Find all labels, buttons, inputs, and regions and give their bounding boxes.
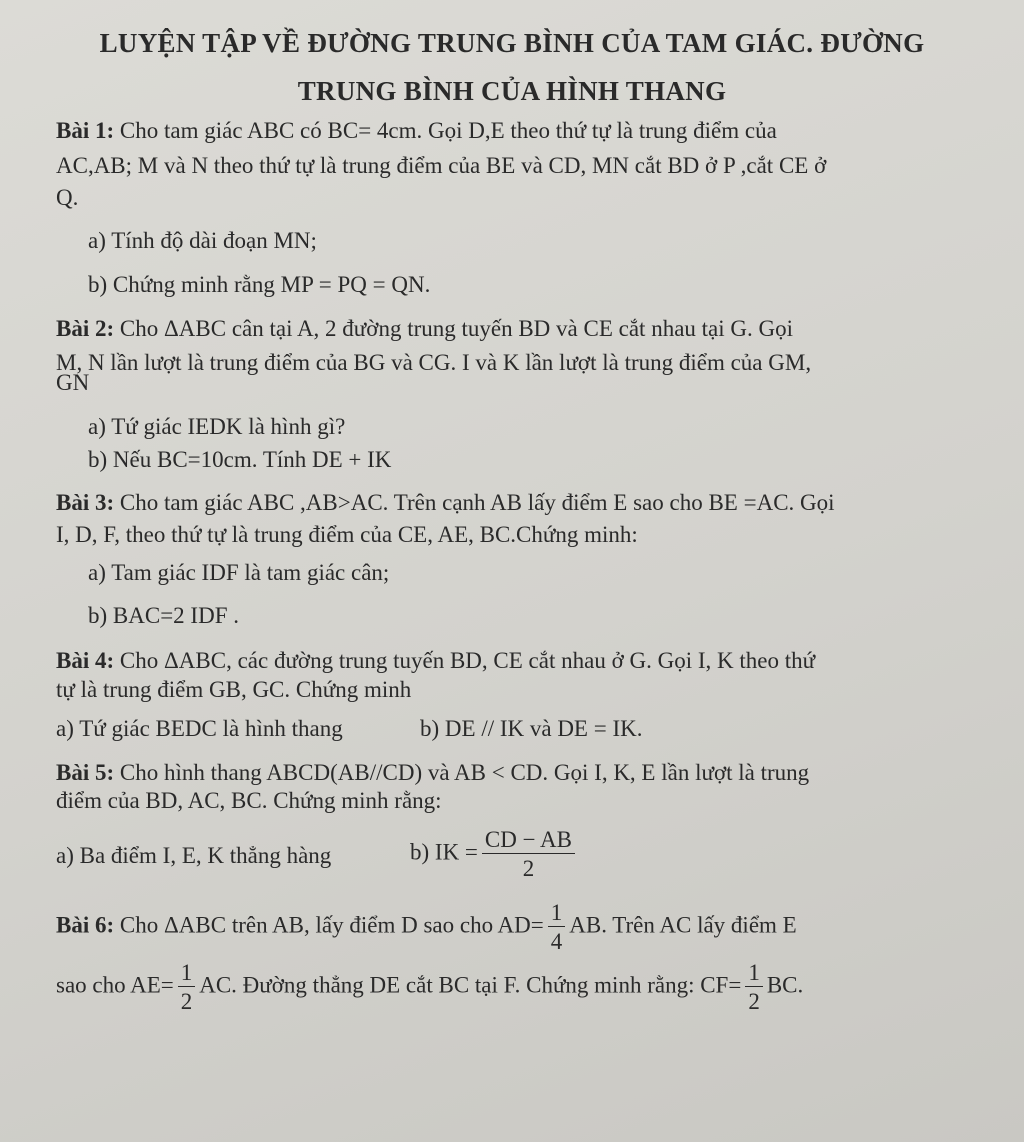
bai5-part-b-prefix: b) IK = <box>410 839 478 865</box>
bai3-text-1: Cho tam giác ABC ,AB>AC. Trên cạnh AB lấy điểm E sao cho BE =AC. Gọi <box>114 490 835 515</box>
bai2-line-1 <box>56 316 793 342</box>
bai1-label: Bài 1: <box>56 118 115 143</box>
fraction-denominator: 2 <box>522 856 535 882</box>
bai2-line-2: M, N lần lượt là trung điểm của BG và CG. I và K lần lượt là trung điểm của GM, <box>56 350 812 375</box>
bai6-text-1b: AB. Trên AC lấy điểm E <box>569 912 797 938</box>
fraction-numerator: 1 <box>745 960 763 987</box>
bai5-line-2: điểm của BD, AC, BC. Chứng minh rằng: <box>56 788 442 813</box>
bai6-fraction-2 <box>178 960 196 1015</box>
bai6-text-1a: Cho ΔABC trên AB, lấy điểm D sao cho AD= <box>114 912 544 938</box>
bai3-part-b: b) BAC=2 IDF . <box>88 603 239 628</box>
bai3-line-1 <box>56 490 835 516</box>
bai6-text-2b: AC. Đường thẳng DE cắt BC tại F. Chứng minh rằng: CF= <box>199 972 742 998</box>
bai1-part-a: a) Tính độ dài đoạn MN; <box>88 228 317 253</box>
bai5-text-1: Cho hình thang ABCD(AB//CD) và AB < CD. Gọi I, K, E lần lượt là trung <box>114 760 810 785</box>
bai5-part-b <box>410 827 579 882</box>
bai4-text-1: Cho ΔABC, các đường trung tuyến BD, CE cắt nhau ở G. Gọi I, K theo thứ <box>114 648 816 673</box>
bai4-part-a: a) Tứ giác BEDC là hình thang <box>56 716 343 741</box>
bai1-line-1 <box>56 118 777 144</box>
bai6-line-2 <box>56 960 803 1015</box>
fraction-denominator: 2 <box>748 989 760 1015</box>
bai6-fraction-1 <box>548 900 566 955</box>
bai5-fraction <box>482 827 575 882</box>
bai2-line-3: GN <box>56 370 90 395</box>
fraction-numerator: 1 <box>548 900 566 927</box>
bai1-text-1: Cho tam giác ABC có BC= 4cm. Gọi D,E theo thứ tự là trung điểm của <box>114 118 777 143</box>
fraction-numerator: CD − AB <box>482 827 575 854</box>
page-title-line-2: TRUNG BÌNH CỦA HÌNH THANG <box>297 76 727 106</box>
bai4-label: Bài 4: <box>56 648 115 673</box>
bai6-fraction-3 <box>745 960 763 1015</box>
bai6-line-1 <box>56 900 797 955</box>
bai6-text-2c: BC. <box>766 972 804 998</box>
bai5-line-1 <box>56 760 809 786</box>
bai2-label: Bài 2: <box>56 316 115 341</box>
bai5-part-a: a) Ba điểm I, E, K thẳng hàng <box>56 843 332 868</box>
fraction-denominator: 2 <box>180 989 193 1015</box>
bai2-part-a: a) Tứ giác IEDK là hình gì? <box>88 414 346 439</box>
bai1-line-2: AC,AB; M và N theo thứ tự là trung điểm của BE và CD, MN cắt BD ở P ,cắt CE ở <box>56 153 827 178</box>
bai6-label: Bài 6: <box>56 912 115 938</box>
bai3-label: Bài 3: <box>56 490 115 515</box>
fraction-denominator: 4 <box>550 929 563 955</box>
page-title-line-1: LUYỆN TẬP VỀ ĐƯỜNG TRUNG BÌNH CỦA TAM GIÁC. ĐƯỜNG <box>99 28 925 58</box>
bai6-text-2a: sao cho AE= <box>56 972 174 998</box>
bai1-part-b: b) Chứng minh rằng MP = PQ = QN. <box>88 272 431 297</box>
bai1-line-3: Q. <box>56 185 79 210</box>
fraction-numerator: 1 <box>178 960 196 987</box>
bai4-line-1 <box>56 648 815 674</box>
bai3-line-2: I, D, F, theo thứ tự là trung điểm của CE, AE, BC.Chứng minh: <box>56 522 638 547</box>
bai2-part-b: b) Nếu BC=10cm. Tính DE + IK <box>88 447 392 472</box>
bai4-line-2: tự là trung điểm GB, GC. Chứng minh <box>56 677 412 702</box>
bai5-label: Bài 5: <box>56 760 115 785</box>
bai2-text-1: Cho ΔABC cân tại A, 2 đường trung tuyến BD và CE cắt nhau tại G. Gọi <box>114 316 793 341</box>
bai3-part-a: a) Tam giác IDF là tam giác cân; <box>88 560 390 585</box>
bai4-part-b: b) DE // IK và DE = IK. <box>420 716 643 741</box>
